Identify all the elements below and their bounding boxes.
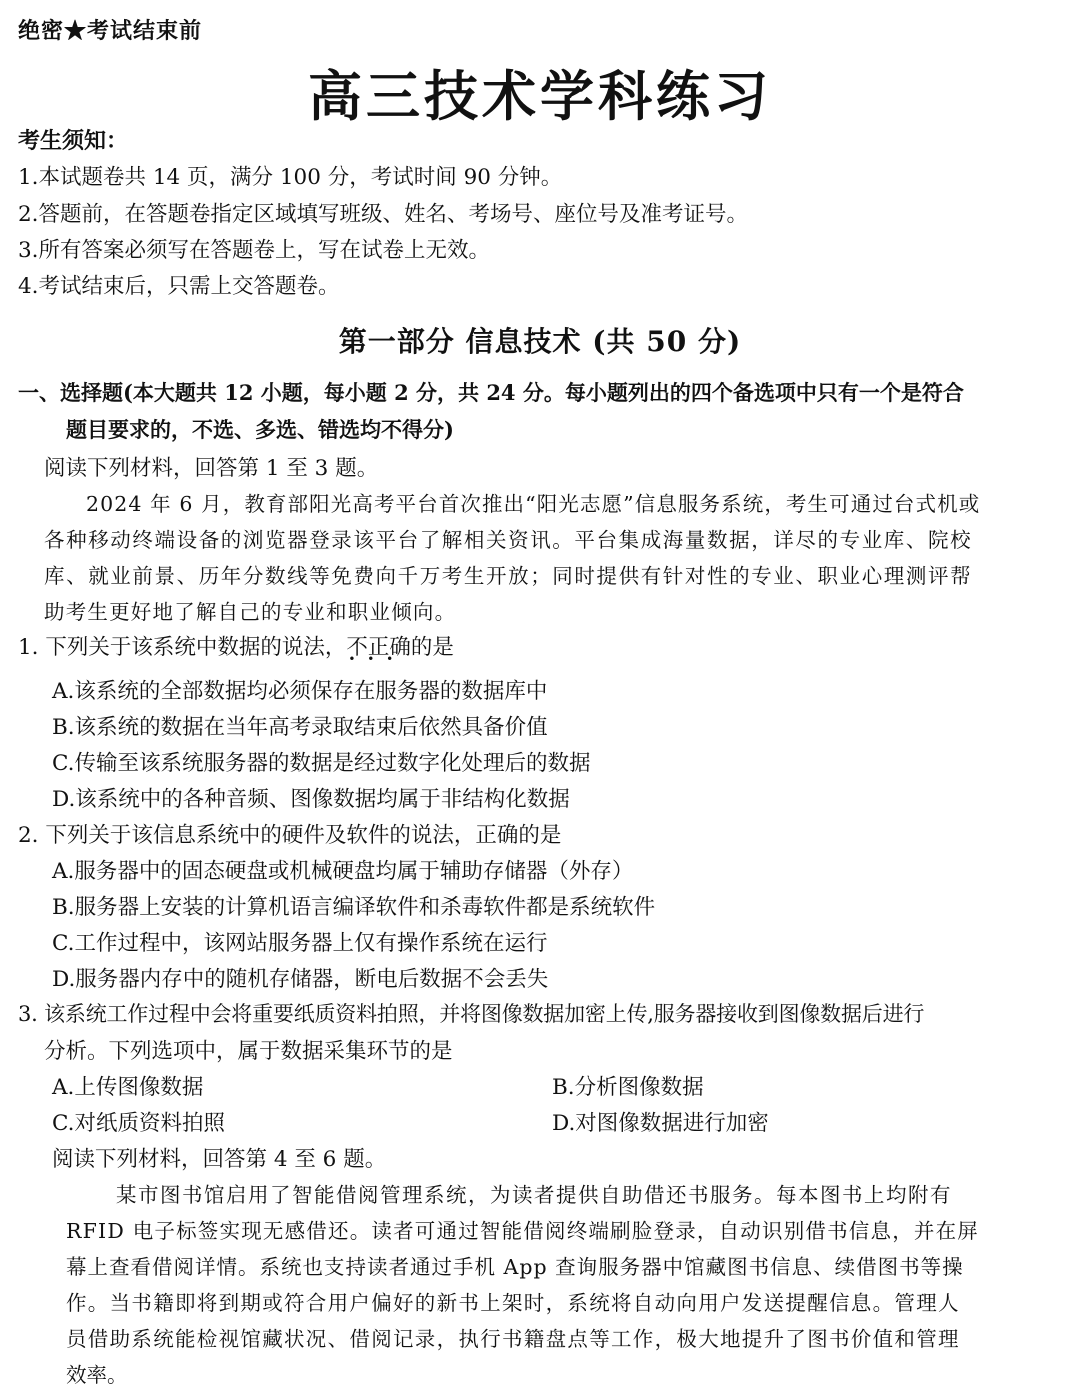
part-title: 第一部分 信息技术 (共 50 分) xyxy=(338,325,742,358)
material-line: 效率。 xyxy=(66,1363,128,1387)
secret-mark: 绝密★考试结束前 xyxy=(18,18,203,44)
option-d: D.服务器内存中的随机存储器，断电后数据不会丢失 xyxy=(52,967,549,992)
section-heading: 一、选择题(本大题共 12 小题，每小题 2 分，共 24 分。每小题列出的四个备选项中只有一个是符合 xyxy=(18,380,964,405)
question-3-stem: 3. 该系统工作过程中会将重要纸质资料拍照，并将图像数据加密上传,服务器接收到图像数据后进行 xyxy=(18,1002,925,1026)
material-line: 各种移动终端设备的浏览器登录该平台了解相关资讯。平台集成海量数据，详尽的专业库、院校 xyxy=(44,528,973,552)
emphasis-not-correct: 不正确 • • • xyxy=(346,630,411,661)
material-line: 员借助系统能检视馆藏状况、借阅记录，执行书籍盘点等工作，极大地提升了图书价值和管理 xyxy=(66,1327,960,1351)
notice-item: 4.考试结束后，只需上交答题卷。 xyxy=(18,274,340,299)
material-line: 作。当书籍即将到期或符合用户偏好的新书上架时，系统将自动向用户发送提醒信息。管理人 xyxy=(66,1291,960,1315)
option-d: D.对图像数据进行加密 xyxy=(552,1111,769,1136)
page-title: 高三技术学科练习 xyxy=(308,64,772,128)
material-intro: 阅读下列材料，回答第 4 至 6 题。 xyxy=(52,1147,387,1172)
option-b: B.分析图像数据 xyxy=(552,1075,704,1100)
material-line: RFID 电子标签实现无感借还。读者可通过智能借阅终端刷脸登录，自动识别借书信息，并在屏 xyxy=(66,1219,980,1243)
notice-heading: 考生须知： xyxy=(18,128,129,154)
option-b: B.服务器上安装的计算机语言编译软件和杀毒软件都是系统软件 xyxy=(52,895,656,920)
option-c: C.传输至该系统服务器的数据是经过数字化处理后的数据 xyxy=(52,751,591,776)
notice-item: 3.所有答案必须写在答题卷上，写在试卷上无效。 xyxy=(18,238,491,263)
option-d: D.该系统中的各种音频、图像数据均属于非结构化数据 xyxy=(52,787,570,812)
option-c: C.对纸质资料拍照 xyxy=(52,1111,226,1136)
material-line: 助考生更好地了解自己的专业和职业倾向。 xyxy=(44,600,457,624)
section-heading-cont: 题目要求的，不选、多选、错选均不得分) xyxy=(66,417,454,442)
option-a: A.服务器中的固态硬盘或机械硬盘均属于辅助存储器（外存） xyxy=(52,859,634,884)
material-intro: 阅读下列材料，回答第 1 至 3 题。 xyxy=(44,456,379,481)
material-line: 库、就业前景、历年分数线等免费向千万考生开放；同时提供有针对性的专业、职业心理测评帮 xyxy=(44,564,973,588)
question-1-stem-prefix: 1. 下列关于该系统中数据的说法， xyxy=(18,635,347,660)
option-c: C.工作过程中，该网站服务器上仅有操作系统在运行 xyxy=(52,931,548,956)
question-3-stem-cont: 分析。下列选项中，属于数据采集环节的是 xyxy=(44,1039,453,1064)
option-b: B.该系统的数据在当年高考录取结束后依然具备价值 xyxy=(52,715,548,740)
material-line: 某市图书馆启用了智能借阅管理系统，为读者提供自助借还书服务。每本图书上均附有 xyxy=(116,1183,952,1207)
notice-item: 2.答题前，在答题卷指定区域填写班级、姓名、考场号、座位号及准考证号。 xyxy=(18,202,749,227)
material-line: 2024 年 6 月，教育部阳光高考平台首次推出“阳光志愿”信息服务系统，考生可通过台式机或 xyxy=(86,492,981,516)
option-a: A.上传图像数据 xyxy=(52,1075,204,1100)
question-2-stem: 2. 下列关于该信息系统中的硬件及软件的说法，正确的是 xyxy=(18,823,562,848)
option-a: A.该系统的全部数据均必须保存在服务器的数据库中 xyxy=(52,679,548,704)
notice-item: 1.本试题卷共 14 页，满分 100 分，考试时间 90 分钟。 xyxy=(18,165,563,190)
question-1-stem xyxy=(18,630,454,661)
material-line: 幕上查看借阅详情。系统也支持读者通过手机 App 查询服务器中馆藏图书信息、续借图书等操 xyxy=(66,1255,964,1279)
question-1-stem-suffix: 的是 xyxy=(410,635,454,660)
